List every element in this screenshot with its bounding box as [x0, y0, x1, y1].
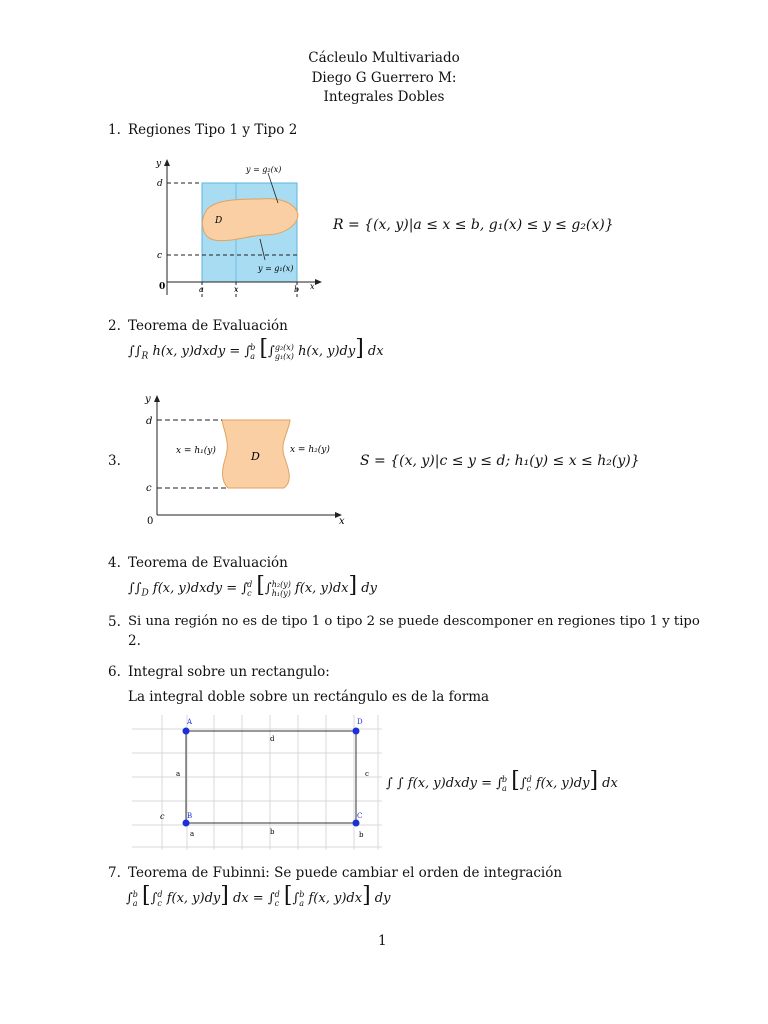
fig3-xaxis-label: x	[339, 516, 345, 527]
item-6-number: 6.	[108, 664, 121, 680]
type1-set-definition: R = {(x, y)|a ≤ x ≤ b, g₁(x) ≤ y ≤ g₂(x)}	[333, 217, 614, 233]
label-left-c: c	[160, 812, 165, 821]
point-d	[353, 728, 360, 735]
point-a	[183, 728, 190, 735]
fig1-d-label: d	[157, 179, 163, 189]
label-bottom-a: a	[190, 830, 195, 838]
label-b: B	[187, 812, 193, 820]
item-4-number: 4.	[108, 555, 121, 571]
item-2-number: 2.	[108, 318, 121, 334]
label-c: C	[357, 812, 363, 820]
item-7-number: 7.	[108, 865, 121, 881]
fig1-b-label: b	[294, 285, 300, 294]
label-top-d: d	[270, 735, 275, 743]
fig3-region-label: D	[251, 450, 260, 463]
rectangle-grid-figure	[132, 715, 382, 850]
fig1-region-label: D	[215, 216, 223, 226]
evaluation-formula-type2: $\int\int_D$ f(x, y)dxdy = ∫ d c [∫ h₂(y) h₁(y) f(x, y)dx] dy	[128, 573, 377, 599]
item-3-number: 3.	[108, 453, 121, 469]
fig1-c-label: c	[157, 251, 163, 261]
fig1-origin-label: 0	[159, 282, 166, 292]
fig3-left-curve-label: x = h₁(y)	[176, 446, 216, 456]
point-c	[353, 820, 360, 827]
item-1-title: Regiones Tipo 1 y Tipo 2	[128, 122, 298, 138]
fig1-x-label: x	[234, 285, 239, 294]
doc-subtitle: Integrales Dobles	[323, 89, 445, 105]
label-side-c: c	[365, 770, 369, 778]
label-side-a: a	[176, 770, 181, 778]
item-4-title: Teorema de Evaluación	[128, 555, 288, 571]
item-7-title: Teorema de Fubinni: Se puede cambiar el orden de integración	[128, 865, 563, 881]
fig3-origin-label: 0	[147, 516, 154, 527]
label-d: D	[357, 718, 363, 726]
item-5-text-line1: Si una región no es de tipo 1 o tipo 2 se puede descomponer en regiones tipo 1 y tipo	[128, 614, 700, 629]
rectangle-integral-formula: ∫ ∫ f(x, y)dxdy = ∫ b a [∫ d c f(x, y)dy] dx	[386, 768, 618, 793]
fig3-d-label: d	[146, 416, 153, 427]
fig3-y-label: y	[145, 394, 151, 405]
label-bottom-b: b	[270, 828, 275, 836]
page-number: 1	[378, 933, 387, 949]
label-a: A	[187, 718, 193, 726]
doc-author: Diego G Guerrero M:	[311, 70, 457, 86]
fig3-right-curve-label: x = h₂(y)	[290, 445, 330, 455]
fig3-c-label: c	[146, 483, 152, 494]
item-6-title: Integral sobre un rectangulo:	[128, 664, 330, 680]
evaluation-formula-type1: $\int\int_R$ h(x, y)dxdy = ∫ b a [∫ g₂(x) g₁(x) h(x, y)dy] dx	[128, 336, 384, 362]
item-2-title: Teorema de Evaluación	[128, 318, 288, 334]
item-5-text-line2: 2.	[128, 633, 141, 649]
fig1-a-label: a	[199, 285, 204, 294]
item-6-subtitle: La integral doble sobre un rectángulo es de la forma	[128, 689, 490, 705]
type2-set-definition: S = {(x, y)|c ≤ y ≤ d; h₁(y) ≤ x ≤ h₂(y)}	[360, 453, 640, 469]
doc-title: Cácleulo Multivariado	[308, 50, 460, 66]
fig1-xaxis-label: x	[310, 282, 315, 291]
fubini-formula: ∫ b a [∫ d c f(x, y)dy] dx = ∫ d c [∫ b a f(x, y)dx] dy	[126, 883, 391, 908]
type2-region-figure	[132, 390, 352, 530]
item-1-number: 1.	[108, 122, 121, 138]
point-b	[183, 820, 190, 827]
item-5-number: 5.	[108, 614, 121, 630]
fig1-lower-curve-label: y = g₁(x)	[258, 264, 294, 273]
fig1-upper-curve-label: y = g₂(x)	[246, 165, 282, 174]
type1-region-figure	[150, 155, 335, 300]
fig1-y-label: y	[156, 159, 162, 169]
label-right-b: b	[359, 831, 364, 839]
